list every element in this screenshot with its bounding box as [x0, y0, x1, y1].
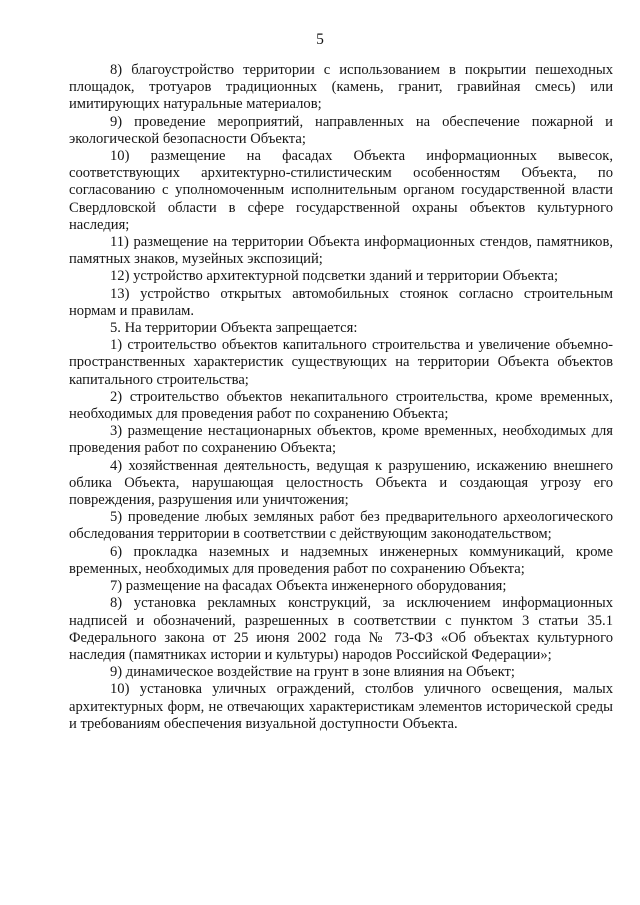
page-number: 5 [316, 31, 324, 48]
paragraph-item-12-lighting: 12) устройство архитектурной подсветки зданий и территории Объекта; [110, 268, 559, 285]
prohibited-item-2: 2) строительство объектов некапитального строительства, кроме временных, необходимых для проведения работ по сохранению Объекта; [69, 388, 613, 423]
paragraph-item-9-fire-safety: 9) проведение мероприятий, направленных на обеспечение пожарной и экологической безопасности Объекта; [69, 113, 613, 147]
paragraph-item-13-parking: 13) устройство открытых автомобильных стоянок согласно строительным нормам и правилам. [69, 285, 613, 319]
section-heading-prohibited: 5. На территории Объекта запрещается: [110, 320, 358, 337]
prohibited-item-6: 6) прокладка наземных и надземных инженерных коммуникаций, кроме временных, необходимых для проведения работ по сохранению Объекта; [69, 543, 613, 577]
document-body [69, 62, 613, 733]
prohibited-item-9: 9) динамическое воздействие на грунт в зоне влияния на Объект; [110, 664, 515, 681]
prohibited-item-8: 8) установка рекламных конструкций, за исключением информационных надписей и обозначений, разрешенных в соответствии с пунктом 3 статьи 35.1 Федерального закона от 25 июня 2002 года № 73-ФЗ «Об объектах культурного наследия (памятниках истории и культуры) народов Российской Федерации»; [69, 595, 613, 663]
prohibited-item-3: 3) размещение нестационарных объектов, кроме временных, необходимых для проведения работ по сохранению Объекта; [69, 423, 613, 457]
paragraph-item-10-signage: 10) размещение на фасадах Объекта информационных вывесок, соответствующих архитектурно-стилистическим особенностям Объекта, по согласованию с уполномоченным исполнительным органом государственной власти Свердловской области в сфере государственной охраны объектов культурного наследия; [69, 148, 613, 233]
prohibited-item-5: 5) проведение любых земляных работ без предварительного археологического обследования территории в соответствии с действующим законодательством; [69, 509, 613, 543]
paragraph-item-11-stands: 11) размещение на территории Объекта информационных стендов, памятников, памятных знаков, музейных экспозиций; [69, 234, 613, 268]
prohibited-item-1: 1) строительство объектов капитального строительства и увеличение объемно-пространственных характеристик существующих на территории Объекта объектов капитального строительства; [69, 337, 613, 388]
paragraph-item-8-landscaping: 8) благоустройство территории с использованием в покрытии пешеходных площадок, тротуаров традиционных (камень, гранит, гравийная смесь) или имитирующих натуральные материалов; [69, 62, 613, 113]
prohibited-item-7: 7) размещение на фасадах Объекта инженерного оборудования; [110, 578, 507, 595]
prohibited-item-10: 10) установка уличных ограждений, столбов уличного освещения, малых архитектурных форм, не отвечающих характеристикам элементов исторической среды и требованиям обеспечения визуальной доступности Объекта. [69, 681, 613, 732]
prohibited-item-4: 4) хозяйственная деятельность, ведущая к разрушению, искажению внешнего облика Объекта, нарушающая целостность Объекта и создающая угрозу его повреждения, разрушения или уничтожения; [69, 457, 613, 509]
